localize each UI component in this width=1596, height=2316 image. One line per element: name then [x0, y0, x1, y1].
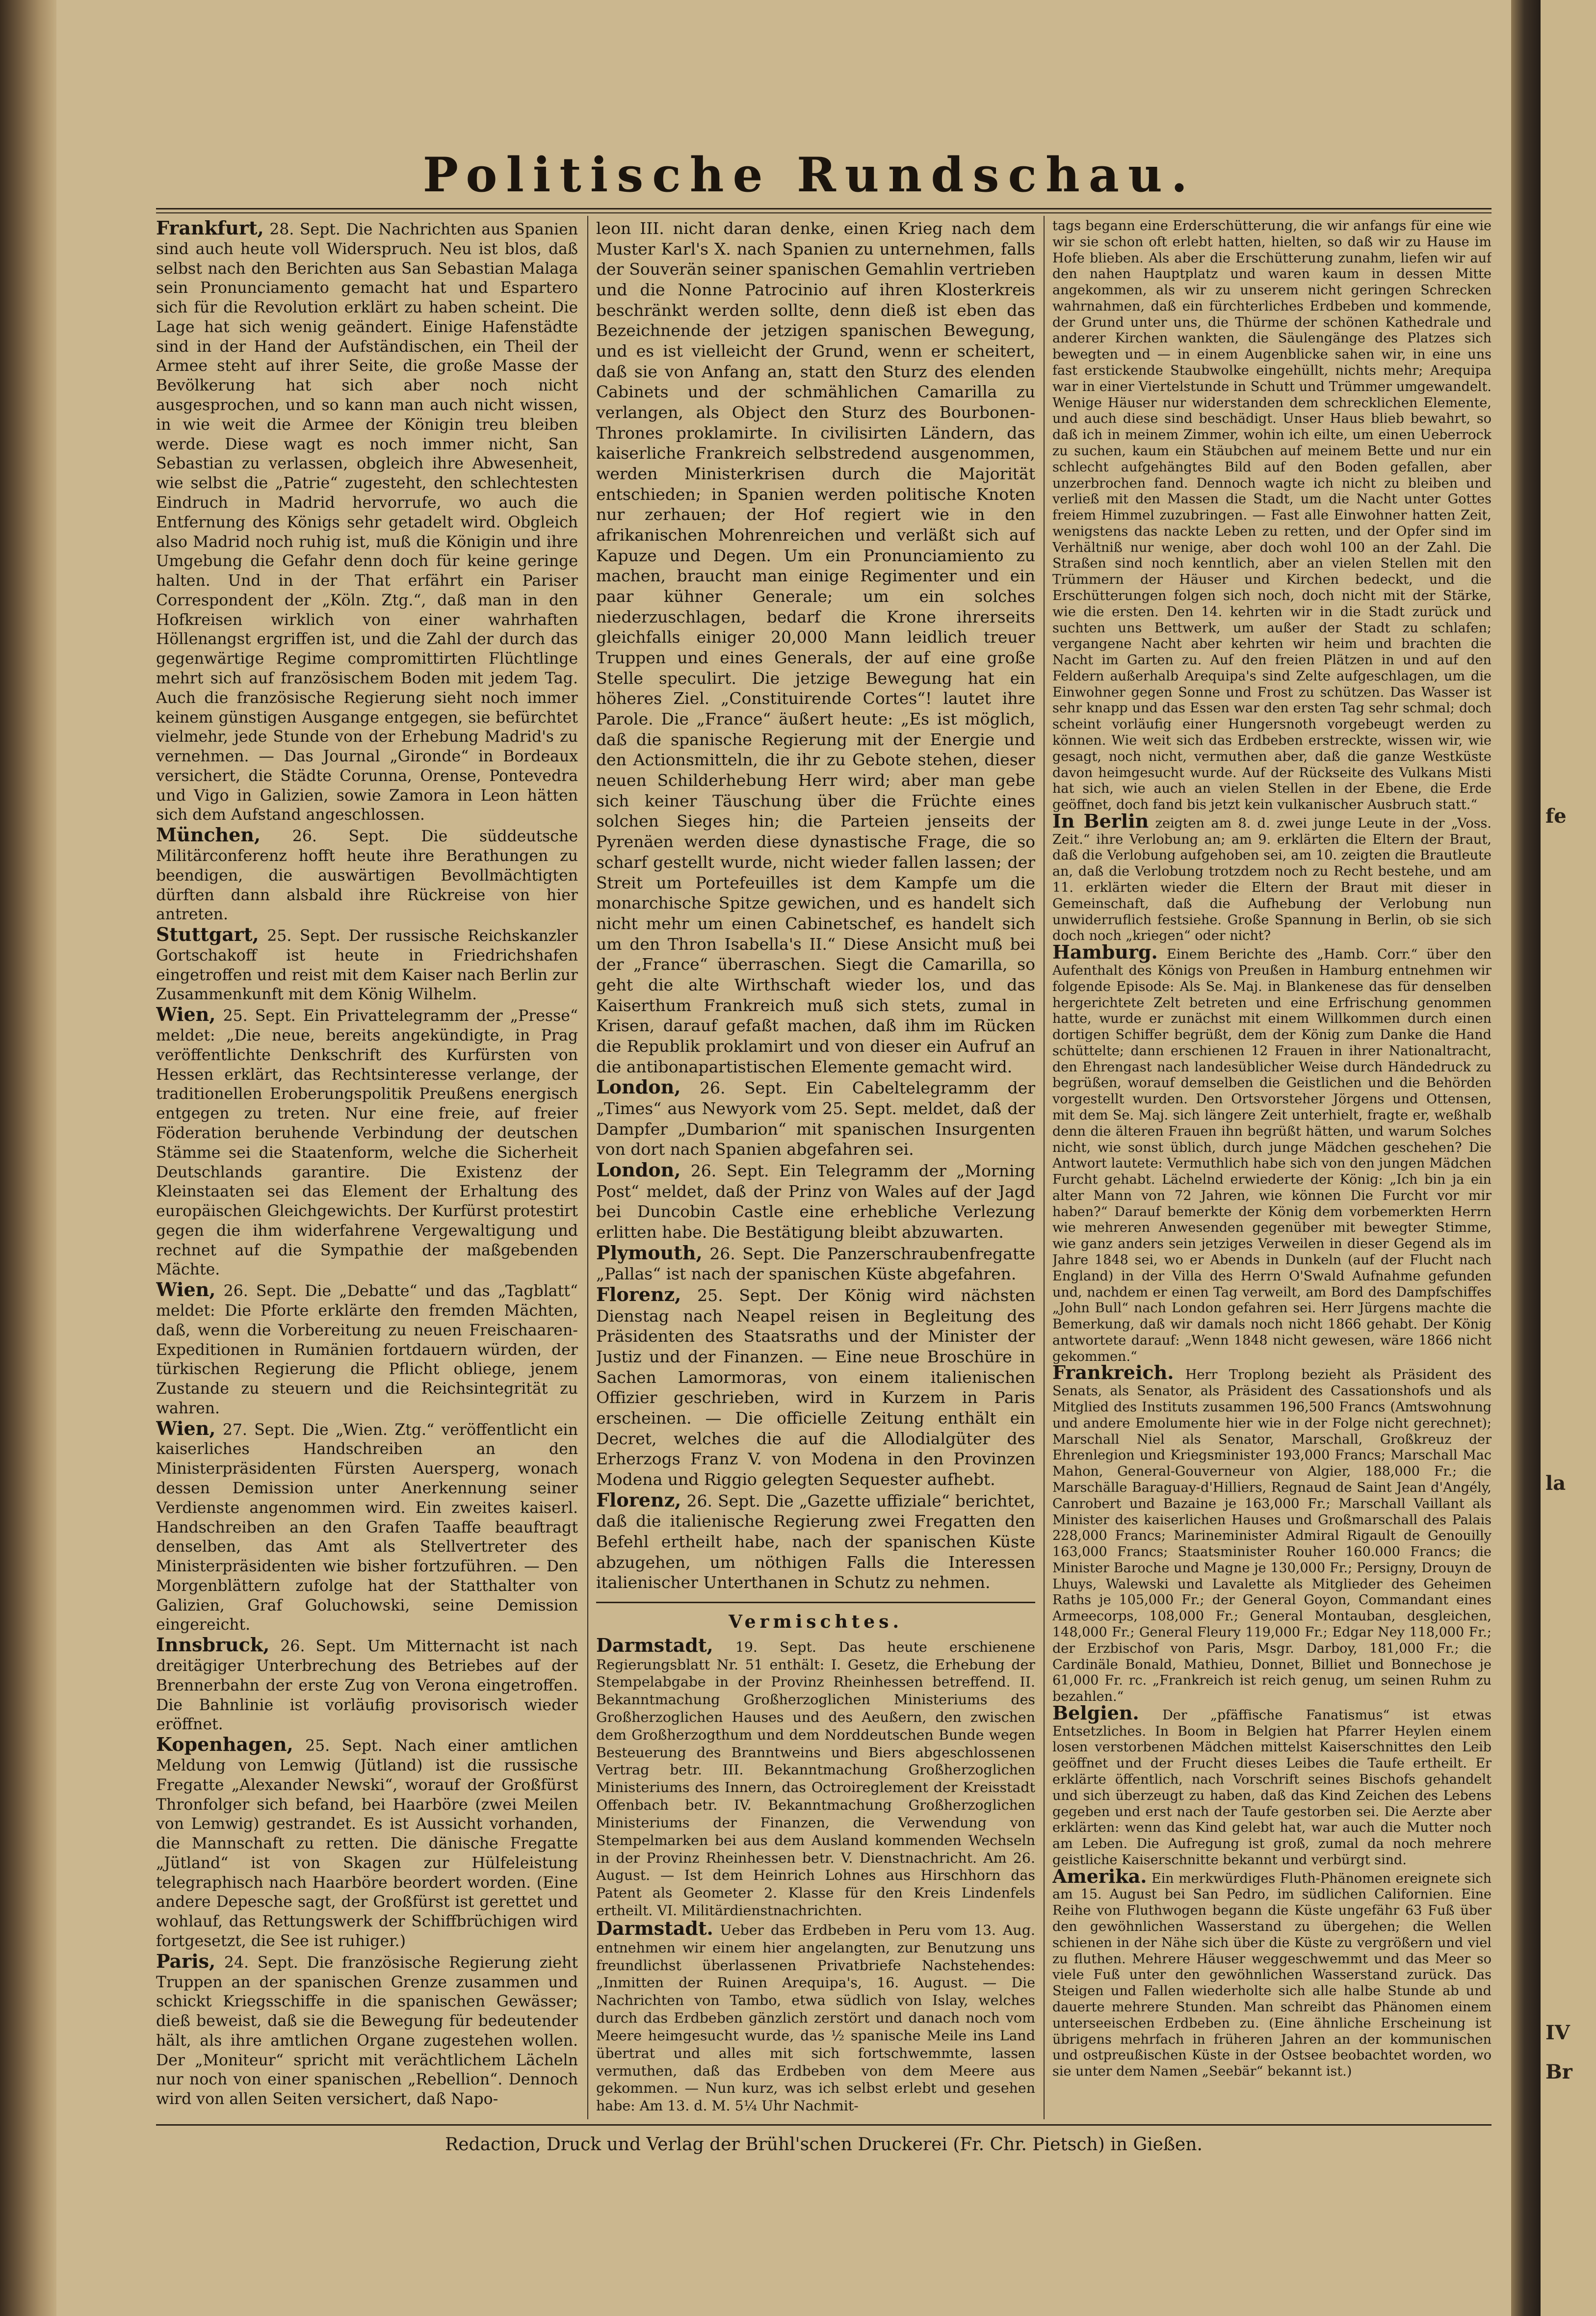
article-text: 25. Sept. Nach einer amtlichen Meldung von Lemwig (Jütland) ist die russische Fregatte „Alexander Newski“, worauf der Großfürst Thronfolger sich befand, bei Haarböre (zwei Meilen von Lemwig) gestrandet. Es ist Aussicht vorhanden, die Mannschaft zu retten. Die dänische Fregatte „Jütland“ ist von Skagen zur Hülfeleistung telegraphisch nach Haarböre beordert worden. (Eine andere Depesche sagt, der Großfürst ist gerettet und wohlauf, das Rettungswerk der Schiffbrüchigen wird fortgesetzt, die See ist ruhiger.) — [156, 1737, 578, 1950]
article-paragraph — [156, 1952, 578, 2109]
article-text: 26. Sept. Die süddeutsche Militärconferenz hofft heute ihre Berathungen zu beendigen, die auswärtigen Bevollmächtigten dürften dann alsbald ihre Rückreise von hier antreten. — [156, 828, 578, 924]
article-paragraph — [156, 925, 578, 1005]
article-dateline: Belgien. — [1052, 1701, 1139, 1724]
article-dateline: Paris, — [156, 1950, 216, 1972]
article-text: 28. Sept. Die Nachrichten aus Spanien sind auch heute voll Widerspruch. Neu ist blos, daß selbst nach den Berichten aus San Sebastian Malaga sein Pronunciamento gemacht hat und Espartero sich für die Revolution erklärt zu haben scheint. Die Lage hat sich wenig geändert. Einige Hafenstädte sind in der Hand der Aufständischen, ein Theil der Armee steht auf ihrer Seite, die große Masse der Bevölkerung hat sich aber noch nicht ausgesprochen, und so kann man auch nicht wissen, in wie weit die Armee der Königin treu bleiben werde. Diese wagt es noch immer nicht, San Sebastian zu verlassen, obgleich ihre Abwesenheit, wie selbst die „Patrie“ zugesteht, den schlechtesten Eindruch in Madrid hervorrufe, wo auch die Entfernung des Königs sehr getadelt wird. Obgleich also Madrid noch ruhig ist, muß die Königin und ihre Umgebung die Gefahr denn doch für keine geringe halten. Und in der That erfährt ein Pariser Correspondent der „Köln. Ztg.“, daß man in den Hofkreisen wirklich von einer wahrhaften Höllenangst ergriffen ist, und die Zahl der durch das gegenwärtige Regime compromittirten Flüchtlinge mehrt sich auf französischem Boden mit jedem Tag. Auch die französische Regierung sieht noch immer keinem günstigen Ausgange entgegen, sie befürchtet vielmehr, jede Stunde von der Erhebung Madrid's zu vernehmen. — Das Journal „Gironde“ in Bordeaux versichert, die Städte Corunna, Orense, Pontevedra und Vigo in Galizien, sowie Zamora in Leon hätten sich dem Aufstand angeschlossen. — [156, 221, 578, 824]
article-dateline: Darmstadt. — [596, 1917, 713, 1939]
article-paragraph — [1052, 941, 1491, 1365]
article-dateline: In Berlin — [1052, 809, 1149, 832]
article-text: 26. Sept. Ein Telegramm der „Morning Post“ meldet, daß der Prinz von Wales auf der Jagd bei Duncobin Castle eine erhebliche Verlezung erlitten habe. Die Bestätigung bleibt abzuwarten. — [596, 1161, 1035, 1242]
article-paragraph — [1052, 809, 1491, 944]
article-text: 26. Sept. Ein Cabeltelegramm der „Times“ aus Newyork vom 25. Sept. meldet, daß der Dampfer „Dumbarion“ mit spanischen Insurgenten von dort nach Spanien abgefahren sei. — [596, 1078, 1035, 1159]
article-dateline: Wien, — [156, 1003, 216, 1026]
article-dateline: Florenz, — [596, 1488, 681, 1511]
adjacent-page-fragment: la — [1545, 1472, 1566, 1495]
page-header — [147, 147, 1472, 206]
column-1 — [156, 218, 578, 2117]
article-paragraph — [596, 1490, 1035, 1593]
article-paragraph — [156, 1419, 578, 1636]
article-text: Ein merkwürdiges Fluth-Phänomen ereignete sich am 15. August bei San Pedro, im südlichen Californien. Eine Reihe von Fluthwogen begann die Küste ungefähr 63 Fuß über den gewöhnlichen Wasserstand zu übergehen; die Wellen schienen in der Nähe sich über die Küste zu vergrößern und viel zu fluthen. Mehrere Häuser weggeschwemmt und das Meer so viele Fuß unter den gewöhnlichen Wasserstand zurück. Das Steigen und Fallen wiederholte sich alle halbe Stunde ab und dauerte mehrere Stunden. Man schreibt das Phänomen einem unterseeischen Erdbeben zu. (Eine ähnliche Erscheinung ist übrigens mehrfach in früheren Jahren an der kommunischen und ostpreußischen Küste in der Ostsee beobachtet worden, wo sie unter dem Namen „Seebär“ bekannt ist.) — [1052, 1871, 1491, 2080]
article-text: zeigten am 8. d. zwei junge Leute in der „Voss. Zeit.“ ihre Verlobung an; am 9. erklärten die Eltern der Braut, daß die Verlobung aufgehoben sei, am 10. zeigten die Brautleute an, daß die Verlobung trotzdem noch zu Recht bestehe, und am 11. erklärten wieder die Eltern der Braut mit dieser in Gemeinschaft, daß die Aufhebung der Verlobung nun unwiderruflich festsiehe. Große Spannung in Berlin, ob sie sich doch noch „kriegen“ oder nicht? — [1052, 815, 1491, 944]
article-dateline: Hamburg. — [1052, 941, 1158, 963]
column-3 — [1052, 218, 1491, 2117]
article-text: 26. Sept. Die „Gazette uffiziale“ berichtet, daß die italienische Regierung zwei Fregatten den Befehl ertheilt habe, nach der spanischen Küste abzugehen, um nöthigen Falls die Interessen italienischer Unterthanen in Schutz zu nehmen. — [596, 1491, 1035, 1592]
article-text: Herr Troplong bezieht als Präsident des Senats, als Senator, als Präsident des Cassationshofs und als Mitglied des Instituts zusammen 196,500 Francs (Amtswohnung und andere Emolumente hier wie in der Folge nicht gerechnet); Marschall Niel als Senator, Marschall, Großkreuz der Ehrenlegion und Kriegsminister 193,000 Francs; Marschall Mac Mahon, General-Gouverneur von Algier, 188,000 Fr.; die Marschälle Baraguay-d'Hilliers, Regnaud de Saint Jean d'Angély, Canrobert und Bazaine je 163,000 Fr.; Marschall Vaillant als Minister des kaiserlichen Hauses und Großmarschall des Palais 228,000 Francs; Marineminister Admiral Rigault de Genouilly 163,000 Francs; Staatsminister Rouher 160.000 Francs; die Minister Baroche und Magne je 130,000 Fr.; Persigny, Drouyn de Lhuys, Walewski und Lavalette als Mitglieder des Geheimen Raths je 105,000 Fr.; der General Goyon, Commandant eines Armeecorps, 108,000 Fr.; General Montauban, desgleichen, 148,000 Fr.; General Fleury 119,000 Fr.; Edgar Ney 118,000 Fr.; der Erzbischof von Paris, Msgr. Darboy, 181,000 Fr.; die Cardinäle Bonald, Mathieu, Donnet, Billiet und Bonnechose je 61,000 Fr. rc. „Frankreich ist reich genug, um seinen Ruhm zu bezahlen.“ — [1052, 1367, 1491, 1705]
article-dateline: London, — [596, 1158, 681, 1181]
article-paragraph — [1052, 218, 1491, 813]
column-2-articles — [596, 218, 1035, 1593]
article-dateline: Frankreich. — [1052, 1361, 1174, 1384]
article-dateline: Frankfurt, — [156, 218, 264, 239]
article-paragraph — [596, 218, 1035, 1077]
article-text: 25. Sept. Der russische Reichskanzler Gortschakoff ist heute in Friedrichshafen eingetroffen und reist mit dem Kaiser nach Berlin zur Zusammenkunft mit dem König Wilhelm. — [156, 927, 578, 1004]
article-dateline: London, — [596, 1076, 681, 1098]
section-title-vermischtes: Vermischtes. — [596, 1602, 1035, 1633]
column-2 — [596, 218, 1035, 2117]
article-dateline: München, — [156, 824, 261, 846]
article-text: Einem Berichte des „Hamb. Corr.“ über den Aufenthalt des Königs von Preußen in Hamburg entnehmen wir folgende Episode: Als Se. Maj. in Blankenese das für denselben hergerichtete Zelt betreten und eine Erfrischung genommen hatte, wurde er zunächst mit einem Willkommen durch einen dortigen Schiffer begrüßt, dem der König zum Danke die Hand schüttelte; dann erschienen 12 Frauen in ihrer Nationaltracht, den Ehrengast nach landesüblicher Weise durch Händedruck zu begrüßen, worauf demselben die Geistlichen und die Behörden vorgestellt wurden. Den Ortsvorsteher Jörgens und Ottensen, mit dem Se. Maj. sich längere Zeit unterhielt, fragte er, weßhalb denn die älteren Frauen ihn begrüßt hätten, und warum Solches nicht, wie sonst üblich, durch junge Mädchen geschehen? Die Antwort lautete: Vermuthlich habe sich von den jungen Mädchen Furcht gehabt. Lächelnd erwiederte der König: „Ich bin ja ein alter Mann von 72 Jahren, wie können Die Furcht vor mir haben?“ Darauf bemerkte der König dem vorbemerkten Herrn wie mehreren Anwesenden gegenüber mit bewegter Stimme, wie ganz anders sein jetziges Verweilen in dieser Gegend als im Jahre 1848 sei, wo er Abends in Dunkeln (auf der Flucht nach England) in der Villa des Herrn O'Swald Aufnahme gefunden und, nachdem er einen Tag verweilt, am Bord des Dampfschiffes „John Bull“ nach London gefahren sei. Herr Jürgens machte die Bemerkung, daß wir damals noch nicht 1866 gehabt. Der König antwortete darauf: „Wenn 1848 nicht gewesen, wäre 1866 nicht gekommen.“ — [1052, 947, 1491, 1364]
article-dateline: Plymouth, — [596, 1241, 703, 1264]
column-separator — [587, 216, 588, 2119]
article-paragraph — [596, 1917, 1035, 2115]
article-text: leon III. nicht daran denke, einen Krieg nach dem Muster Karl's X. nach Spanien zu unternehmen, falls der Souverän seiner spanischen Gemahlin vertrieben und die Nonne Patrocinio auf ihren Klosterkreis beschränkt werden sollte, denn dieß ist eben das Bezeichnende der jetzigen spanischen Bewegung, und es ist vielleicht der Grund, wenn er scheitert, daß sie von Anfang an, statt den Sturz des elenden Cabinets und der schmählichen Camarilla zu verlangen, als Object den Sturz des Bourbonen-Thrones proklamirte. In civilisirten Ländern, das kaiserliche Frankreich selbstredend ausgenommen, werden Ministerkrisen durch die Majorität entschieden; in Spanien werden politische Knoten nur zerhauen; der Hof regiert wie in den afrikanischen Mohrenreichen und verläßt sich auf Kapuze und Degen. Um ein Pronunciamiento zu machen, braucht man einige Regimenter und ein paar kühner Generale; um ein solches niederzuschlagen, bedarf die Krone ihrerseits gleichfalls einiger 20,000 Mann leidlich treuer Truppen und eines Generals, der auf eine große Stelle speculirt. Die jetzige Bewegung hat ein höheres Ziel. „Constituirende Cortes“! lautet ihre Parole. Die „France“ äußert heute: „Es ist möglich, daß die spanische Regierung mit der Energie und den Actionsmitteln, die ihr zu Gebote stehen, dieser neuen Schilderhebung Herr wird; aber man gebe sich keiner Täuschung über die Früchte eines solchen Sieges hin; die Parteien jenseits der Pyrenäen werden diese dynastische Frage, die so scharf gestellt wurde, nicht wieder fallen lassen; der Streit um Portefeuilles ist dem Kampfe um die monarchische Spitze gewichen, und es handelt sich nicht mehr um einen Cabinetschef, es handelt sich um den Thron Isabella's II.“ Diese Ansicht muß bei der „France“ überraschen. Siegt die Camarilla, so geht die alte Wirthschaft wieder los, und das Kaiserthum Frankreich muß sich stets, zumal in Krisen, darauf gefaßt machen, daß ihm im Rücken die Republik proklamirt und von dieser ein Aufruf an die antibonapartistischen Elemente gemacht wird. — [596, 219, 1035, 1076]
article-text: 26. Sept. Die Panzerschraubenfregatte „Pallas“ ist nach der spanischen Küste abgefahren. — [596, 1244, 1035, 1284]
article-text: 25. Sept. Der König wird nächsten Dienstag nach Neapel reisen in Begleitung des Präsidenten des Staatsraths und der Minister der Justiz und der Finanzen. — Eine neue Broschüre in Sachen Lamormoras, von einem italienischen Offizier geschrieben, wird in Kurzem in Paris erscheinen. — Die officielle Zeitung enthält ein Decret, welches die auf die Allodialgüter des Erherzogs Franz V. von Modena in den Provinzen Modena und Riggio gelegten Sequester aufhebt. — [596, 1285, 1035, 1489]
article-paragraph — [596, 1160, 1035, 1243]
article-paragraph — [156, 825, 578, 925]
article-dateline: Wien, — [156, 1417, 216, 1439]
page-binding — [0, 0, 56, 2316]
article-text: Ueber das Erdbeben in Peru vom 13. Aug. entnehmen wir einem hier angelangten, zur Benutzung uns freundlichst überlassenen Privatbriefe Nachstehendes: „Inmitten der Ruinen Arequipa's, 16. August. — Die Nachrichten von Tambo, etwa südlich von Islay, welches durch das Erdbeben gänzlich zerstört und danach noch vom Meere heimgesucht wurde, das ½ spanische Meile ins Land übertrat und alles mit sich fortschwemmte, lassen vermuthen, daß das Erdbeben von dem Meere aus gekommen. — Nun kurz, was ich selbst erlebt und gesehen habe: Am 13. d. M. 5¼ Uhr Nachmit- — [596, 1922, 1035, 2114]
article-dateline: Wien, — [156, 1278, 216, 1301]
article-paragraph — [1052, 1865, 1491, 2080]
adjacent-page-fragment: IV — [1545, 2021, 1570, 2044]
article-dateline: Darmstadt, — [596, 1634, 713, 1656]
article-paragraph — [596, 1243, 1035, 1284]
adjacent-page-fragment: fe — [1545, 805, 1567, 828]
article-text: 24. Sept. Die französische Regierung zieht Truppen an der spanischen Grenze zusammen und schickt Kriegsschiffe in die spanischen Gewässer; dieß beweist, daß sie die Bewegung für bedeutender hält, als ihre amtlichen Organe zugestehen wollen. Der „Moniteur“ spricht mit verächtlichem Lächeln nur noch von einer spanischen „Rebellion“. Dennoch wird von allen Seiten versichert, daß Napo- — [156, 1953, 578, 2108]
article-paragraph — [596, 1634, 1035, 1920]
article-paragraph — [1052, 1361, 1491, 1705]
article-text: 26. Sept. Die „Debatte“ und das „Tagblatt“ meldet: Die Pforte erklärte den fremden Mächten, daß, wenn die Vorbereitung zu neuen Freischaaren-Expeditionen in Rumänien fortdauern würden, der türkischen Regierung die Pflicht obliege, jenem Zustande zu steuern und die Reichsintegrität zu wahren. — [156, 1282, 578, 1417]
article-text: tags begann eine Erderschütterung, die wir anfangs für eine wie wir sie schon oft erlebt hatten, hielten, so daß wir zu Hause im Hofe blieben. Als aber die Erschütterung zunahm, liefen wir auf den nahen Hauptplatz und waren kaum in dessen Mitte angekommen, als wir zu unserem nicht geringen Schrecken wahrnahmen, daß ein fürchterliches Erdbeben und kommende, der Grund unter uns, die Thürme der schönen Kathedrale und anderer Kirchen wankten, die Säulengänge des Platzes sich bewegten und — in einem Augenblicke sahen wir, in eine uns fast erstickende Staubwolke eingehüllt, nichts mehr; Arequipa war in einer Viertelstunde in Schutt und Trümmer umgewandelt. Wenige Häuser nur widerstanden dem schrecklichen Elemente, und auch diese sind beschädigt. Unser Haus blieb bewahrt, so daß ich in meinem Zimmer, wohin ich eilte, um einen Ueberrock zu suchen, kaum ein Stäubchen auf meinem Bette und nur ein schlecht aufgehängtes Bild auf den Boden gefallen, aber unzerbrochen fand. Dennoch wagte ich nicht zu bleiben und verließ mit den Massen die Stadt, um die Nacht unter Gottes freiem Himmel zuzubringen. — Fast alle Einwohner hatten Zeit, wenigstens das nackte Leben zu retten, und der Opfer sind im Verhältniß nur wenige, aber doch wohl 100 an der Zahl. Die Straßen sind noch kenntlich, aber an vielen Stellen mit den Trümmern der Häuser und Kirchen bedeckt, und die Erschütterungen folgen sich noch, doch nicht mit der Stärke, wie die ersten. Den 14. kehrten wir in die Stadt zurück und suchten uns Bettwerk, um außer der Stadt zu schlafen; vergangene Nacht aber kehrten wir heim und brachten die Nacht im Garten zu. Auf den freien Plätzen in und auf den Feldern außerhalb Arequipa's sind Zelte aufgeschlagen, um die Einwohner gegen Sonne und Frost zu schützen. Das Wasser ist sehr knapp und das Essen war den ersten Tag sehr schmal; doch scheint vorläufig einer Hungersnoth vorgebeugt werden zu können. Wie weit sich das Erdbeben erstreckte, wissen wir, wie gesagt, noch nicht, vermuthen aber, daß die ganze Westküste davon heimgesucht wurde. Auf der Rückseite des Vulkans Misti hat sich, wie auch an vielen Stellen in der Ebene, die Erde geöffnet, doch fand bis jetzt kein vulkanischer Ausbruch statt.“ — [1052, 218, 1491, 813]
article-paragraph — [156, 1005, 578, 1280]
header-rule — [156, 208, 1491, 213]
adjacent-page-edge — [1541, 0, 1596, 2316]
article-dateline: Amerika. — [1052, 1865, 1147, 1887]
article-text: 26. Sept. Um Mitternacht ist nach dreitägiger Unterbrechung des Betriebes auf der Brennerbahn der erste Zug von Verona eingetroffen. Die Bahnlinie ist vorläufig provisorisch wieder eröffnet. — [156, 1638, 578, 1734]
article-paragraph — [156, 218, 578, 825]
column-separator — [1044, 216, 1045, 2119]
adjacent-page-fragment: Br — [1545, 2060, 1572, 2083]
article-paragraph — [156, 1635, 578, 1735]
imprint-footer: Redaction, Druck und Verlag der Brühl'schen Druckerei (Fr. Chr. Pietsch) in Gießen. — [156, 2124, 1491, 2155]
article-dateline: Florenz, — [596, 1283, 681, 1305]
article-text: 27. Sept. Die „Wien. Ztg.“ veröffentlicht ein kaiserliches Handschreiben an den Ministerpräsidenten Fürsten Auersperg, wonach dessen Demission unter Anerkennung seiner Verdienste angenommen wird. Ein zweites kaiserl. Handschreiben an den Grafen Taaffe beauftragt denselben, das Amt als Stellvertreter des Ministerpräsidenten wie bisher fortzuführen. — Den Morgenblättern zufolge hat der Statthalter von Galizien, Graf Goluchowski, seine Demission eingereicht. — [156, 1421, 578, 1634]
page-title: Politische Rundschau. — [422, 147, 1197, 203]
article-paragraph — [596, 1284, 1035, 1490]
page-gutter — [1511, 0, 1541, 2316]
article-paragraph — [596, 1077, 1035, 1160]
article-dateline: Stuttgart, — [156, 923, 259, 946]
article-paragraph — [156, 1280, 578, 1418]
article-paragraph — [1052, 1701, 1491, 1869]
article-dateline: Kopenhagen, — [156, 1733, 293, 1756]
article-text: 25. Sept. Ein Privattelegramm der „Presse“ meldet: „Die neue, bereits angekündigte, in Prag veröffentlichte Denkschrift des Kurfürsten von Hessen erklärt, das Rechtsinteresse verlange, der traditionellen Eroberungspolitik Preußens energisch entgegen zu treten. Nur eine freie, auf freier Föderation beruhende Verbindung der deutschen Stämme sei die Staatenform, welche die Sicherheit Deutschlands garantire. Die Existenz der Kleinstaaten sei das Element der Erhaltung des europäischen Gleichgewichts. Der Kurfürst protestirt gegen die ihm widerfahrene Vergewaltigung und rechnet auf die Sympathie der maßgebenden Mächte. — [156, 1007, 578, 1279]
column-2-vermischtes — [596, 1634, 1035, 2115]
article-text: Der „pfäffische Fanatismus“ ist etwas Entsetzliches. In Boom in Belgien hat Pfarrer Heylen einem losen verstorbenen Mädchen mittelst Kaiserschnittes den Leib geöffnet und der Frucht dieses Leibes die Taufe ertheilt. Er erklärte öffentlich, nach Vorschrift seines Bischofs gehandelt und sich überzeugt zu haben, daß das Kind Zeichen des Lebens gegeben und erst nach der Taufe gestorben sei. Die Aerzte aber erklärten: wenn das Kind gelebt hat, war auch die Mutter noch am Leben. Die Aufregung ist groß, zumal da noch mehrere geistliche Kaiserschnitte bekannt und verbürgt sind. — [1052, 1707, 1491, 1868]
article-text: 19. Sept. Das heute erschienene Regierungsblatt Nr. 51 enthält: I. Gesetz, die Erhebung der Stempelabgabe in der Provinz Rheinhessen betreffend. II. Bekanntmachung Großherzoglichen Ministeriums des Großherzoglichen Hauses und des Aeußern, den zwischen dem Großherzogthum und dem Norddeutschen Bunde wegen Besteuerung des Branntweins und Biers abgeschlossenen Vertrag betr. III. Bekanntmachung Großherzoglichen Ministeriums des Innern, das Octroireglement der Kreisstadt Offenbach betr. IV. Bekanntmachung Großherzoglichen Ministeriums der Finanzen, die Verwendung von Stempelmarken bei aus dem Ausland kommenden Wechseln in der Provinz Rheinhessen betr. V. Dienstnachricht. Am 26. August. — Ist dem Heinrich Lohnes aus Hirschhorn das Patent als Geometer 2. Klasse für den Kreis Lindenfels ertheilt. VI. Militärdienstnachrichten. — [596, 1639, 1035, 1919]
article-dateline: Innsbruck, — [156, 1634, 270, 1656]
article-paragraph — [156, 1735, 578, 1952]
